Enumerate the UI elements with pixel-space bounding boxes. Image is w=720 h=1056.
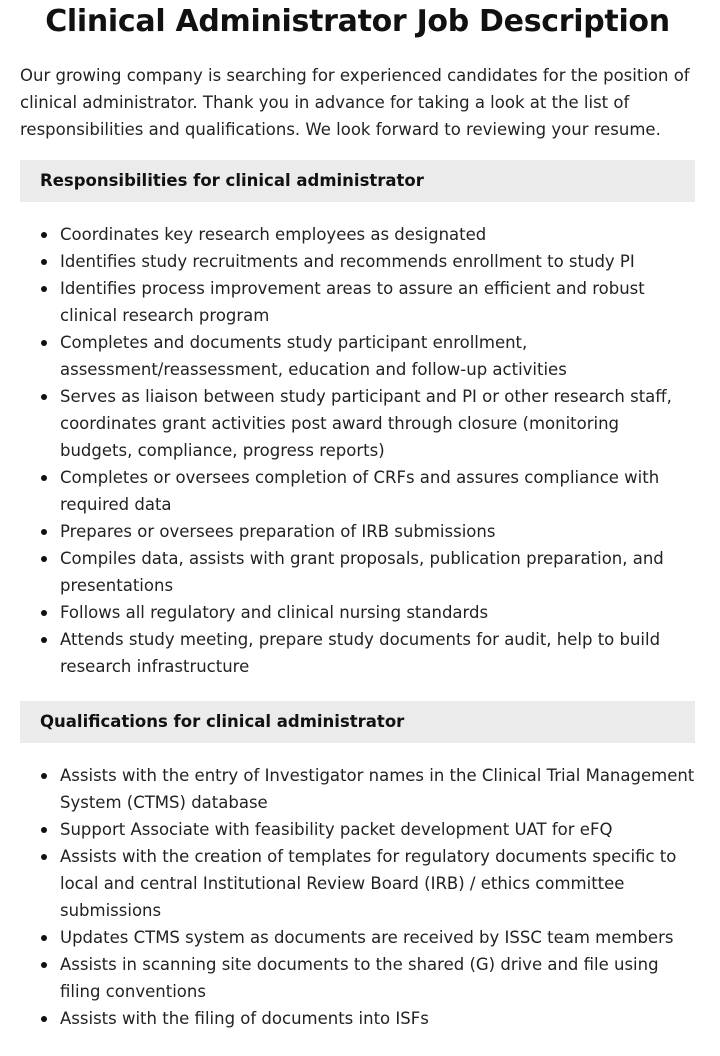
qualifications-heading: Qualifications for clinical administrator: [20, 701, 695, 743]
intro-paragraph: Our growing company is searching for experienced candidates for the position of clinical administrator. Thank you in advance for taking a look at the list of responsibilities and qualifications. We look forward to reviewing your resume.: [20, 66, 690, 139]
list-item: [20, 464, 695, 518]
list-item-text: Completes or oversees completion of CRFs and assures compliance with required data: [60, 468, 660, 514]
list-item-text: Assists with the entry of Investigator names in the Clinical Trial Management System (CTMS) database: [60, 766, 695, 812]
bullet-icon: [41, 962, 47, 968]
list-item-text: Attends study meeting, prepare study documents for audit, help to build research infrastructure: [60, 630, 661, 676]
bullet-icon: [41, 259, 47, 265]
bullet-icon: [41, 475, 47, 481]
responsibilities-heading: Responsibilities for clinical administrator: [20, 160, 695, 202]
list-item-text: Assists with the creation of templates for regulatory documents specific to local and central Institutional Review Board (IRB) / ethics committee submissions: [60, 847, 677, 920]
list-item-text: Coordinates key research employees as designated: [60, 225, 487, 244]
bullet-icon: [41, 232, 47, 238]
bullet-icon: [41, 935, 47, 941]
page-title: Clinical Administrator Job Description: [45, 4, 670, 39]
list-item: [20, 1005, 695, 1032]
list-item: [20, 843, 695, 924]
bullet-icon: [41, 827, 47, 833]
list-item-text: Support Associate with feasibility packet development UAT for eFQ: [60, 820, 613, 839]
bullet-icon: [41, 340, 47, 346]
bullet-icon: [41, 529, 47, 535]
bullet-icon: [41, 610, 47, 616]
bullet-icon: [41, 637, 47, 643]
list-item-text: Follows all regulatory and clinical nursing standards: [60, 603, 489, 622]
qualifications-list: [20, 762, 695, 1032]
list-item: [20, 518, 695, 545]
list-item-text: Serves as liaison between study participant and PI or other research staff, coordinates grant activities post award through closure (monitoring budgets, compliance, progress reports): [60, 387, 672, 460]
list-item-text: Compiles data, assists with grant proposals, publication preparation, and presentations: [60, 549, 664, 595]
list-item-text: Assists in scanning site documents to the shared (G) drive and file using filing conventions: [60, 955, 659, 1001]
list-item: [20, 275, 695, 329]
list-item-text: Identifies process improvement areas to assure an efficient and robust clinical research program: [60, 279, 645, 325]
list-item-text: Completes and documents study participant enrollment, assessment/reassessment, education and follow-up activities: [60, 333, 567, 379]
list-item-text: Identifies study recruitments and recommends enrollment to study PI: [60, 252, 635, 271]
list-item-text: Prepares or oversees preparation of IRB submissions: [60, 522, 496, 541]
responsibilities-list: [20, 221, 695, 680]
list-item: [20, 762, 695, 816]
list-item-text: Assists with the filing of documents into ISFs: [60, 1009, 429, 1028]
bullet-icon: [41, 286, 47, 292]
list-item: [20, 248, 695, 275]
list-item: [20, 599, 695, 626]
list-item: [20, 545, 695, 599]
bullet-icon: [41, 1016, 47, 1022]
list-item: [20, 383, 695, 464]
list-item: [20, 221, 695, 248]
bullet-icon: [41, 394, 47, 400]
bullet-icon: [41, 773, 47, 779]
list-item: [20, 951, 695, 1005]
list-item-text: Updates CTMS system as documents are received by ISSC team members: [60, 928, 674, 947]
list-item: [20, 626, 695, 680]
list-item: [20, 924, 695, 951]
bullet-icon: [41, 556, 47, 562]
bullet-icon: [41, 854, 47, 860]
job-description-page: [20, 0, 695, 1032]
list-item: [20, 816, 695, 843]
list-item: [20, 329, 695, 383]
